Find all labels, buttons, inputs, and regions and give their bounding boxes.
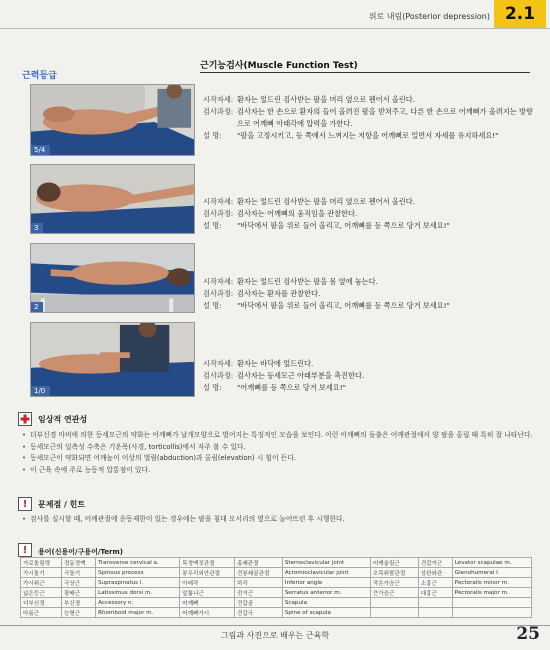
problems-list [22, 514, 537, 526]
section-title: 근기능검사(Muscle Function Test) [200, 61, 358, 71]
start-position-text: 환자는 엎드린 검사받는 팔을 머리 옆으로 펜어서 올린다. [237, 197, 415, 206]
list-item: • 등세모근이 약화되면 어깨높이 이상의 벌림(abduction)과 올림(elevation) 시 힘이 든다. [22, 454, 297, 462]
book-title: 그림과 사진으로 배우는 근육학 [220, 631, 330, 640]
test-instructions-grade-5-4 [203, 94, 533, 142]
table-cell: 극상근 [62, 578, 96, 588]
table-cell: 극돌기 [62, 568, 96, 578]
list-item: • 이 근육 속에 주로 능동적 압통점이 있다. [22, 465, 151, 474]
table-row [21, 558, 532, 568]
table-cell: Spine of scapula [282, 608, 370, 618]
table-cell: 소흉근 [418, 578, 452, 588]
test-instructions-grade-2 [203, 276, 533, 312]
table-cell: 가로돌림력 [21, 558, 62, 568]
list-item: • 더부신경 마비에 의한 등세모근의 약화는 어깨뼈가 날개모양으로 벌어지는 특징적인 모습을 보인다. 이런 어깨뼈의 돌출은 어깨관절에서 양 팔을 올릴 때 특히 잘 나타난다. [22, 431, 533, 439]
table-cell [370, 598, 418, 608]
label-procedure: 검사과정: [203, 289, 234, 298]
table-cell: 가시위근 [21, 578, 62, 588]
table-row [21, 588, 532, 598]
procedure-text: 검사자는 어깨뼈의 움직임을 관찰한다. [237, 209, 358, 218]
table-cell: Serratus anterior m. [282, 588, 370, 598]
label-start-position: 시작자세: [203, 95, 234, 104]
grade-badge: 2 [31, 302, 43, 312]
table-cell: 오목위팔관절 [370, 568, 418, 578]
instruction-text: "바닥에서 팔을 위로 들어 올리고, 어깨뼈를 등 쪽으로 당겨 보세요!" [237, 301, 450, 310]
test-photo-grade-1-0 [30, 322, 195, 397]
label-start-position: 시작자세: [203, 359, 234, 368]
table-cell [370, 608, 418, 618]
table-cell: 어깨올림근 [370, 558, 418, 568]
table-cell [452, 598, 531, 608]
test-instructions-grade-3 [203, 196, 533, 232]
table-cell: 작은가슴근 [370, 578, 418, 588]
instruction-text: "어깨뼈를 등 쪽으로 당겨 보세요!" [237, 383, 346, 392]
table-cell: 마름근 [21, 608, 62, 618]
start-position-text: 환자는 엎드린 검사받는 팔을 몸 옆에 놓는다. [237, 277, 378, 286]
procedure-text: 검사자는 한 손으로 환자의 들어 올려진 팔을 받쳐주고, 다른 한 손으로 어깨뼈가 올려지는 방향으로 어깨뼈 아래각에 압력을 가한다. [237, 107, 533, 128]
table-row [21, 598, 532, 608]
table-cell: Transverse cervical a. [96, 558, 180, 568]
label-procedure: 검사과정: [203, 371, 234, 380]
clinical-heading: 임상적 연관성 [38, 415, 88, 424]
table-cell [452, 608, 531, 618]
table-cell: Glenohumeral l. [452, 568, 531, 578]
label-procedure: 검사과정: [203, 107, 234, 116]
table-cell: Spinous process [96, 568, 180, 578]
terms-table [20, 557, 532, 618]
procedure-text: 검사자는 등세모근 아래부분을 촉진한다. [237, 371, 365, 380]
clinical-list [22, 430, 537, 476]
warning-icon: ! [18, 497, 32, 511]
start-position-text: 환자는 엎드린 검사받는 팔을 머리 옆으로 펜어서 올린다. [237, 95, 415, 104]
table-cell: Acromioclavicular joint [282, 568, 370, 578]
table-cell: Supraspinatus l. [96, 578, 180, 588]
test-photo-grade-2 [30, 243, 195, 313]
terms-heading: 용어(신용어/구용어/Term) [38, 548, 123, 556]
label-start-position: 시작자세: [203, 197, 234, 206]
table-row [21, 568, 532, 578]
table-cell: 큰가슴근 [370, 588, 418, 598]
table-cell: Pectoralis major m. [452, 588, 531, 598]
table-cell: Scapula [282, 598, 370, 608]
muscle-grade-label: 근력등급 [22, 71, 57, 81]
table-cell: 아래각 [180, 578, 235, 588]
footer-divider [0, 625, 550, 626]
grade-badge: 1/0 [31, 386, 50, 396]
label-start-position: 시작자세: [203, 277, 234, 286]
table-row [21, 608, 532, 618]
table-cell: 능형근 [62, 608, 96, 618]
table-cell: 넓은등근 [21, 588, 62, 598]
test-instructions-grade-1-0 [203, 358, 533, 394]
table-cell: Latissimus dorsi m. [96, 588, 180, 598]
grade-badge: 5/4 [31, 145, 50, 155]
table-cell: Accessory n. [96, 598, 180, 608]
test-photo-grade-3 [30, 164, 195, 234]
label-procedure: 검사과정: [203, 209, 234, 218]
list-item: • 검사를 실시할 때, 어깨관절에 운동제한이 있는 경우에는 팔을 침대 모서리의 옆으로 늘어뜨린 후 시행한다. [22, 515, 345, 523]
table-cell: 가시돌기 [21, 568, 62, 578]
table-cell: 목정맥짓관절 [180, 558, 235, 568]
table-cell: 앞톱니근 [180, 588, 235, 598]
procedure-text: 검사자는 환자를 관찰한다. [237, 289, 321, 298]
chapter-subtitle: 위로 내림(Posterior depression) [368, 12, 490, 21]
clinical-icon [18, 412, 32, 426]
table-cell: 광배근 [62, 588, 96, 598]
table-cell: 어깨뼈가시 [180, 608, 235, 618]
table-cell: 상완와관 [418, 568, 452, 578]
table-cell [418, 608, 452, 618]
table-cell: 대흉근 [418, 588, 452, 598]
table-cell: Rhomboid major m. [96, 608, 180, 618]
table-cell: 더부신경 [21, 598, 62, 608]
table-cell: 견봉쇄골관절 [234, 568, 282, 578]
page-number: 25 [516, 624, 540, 644]
table-cell: Pectoralis minor m. [452, 578, 531, 588]
list-item: • 등세모근의 일측성 수축은 기운목(사경, torticollis)에서 자주 볼 수 있다. [22, 442, 246, 451]
table-cell: 하각 [234, 578, 282, 588]
table-cell: 견갑극 [234, 608, 282, 618]
table-cell: 봉우리외안관절 [180, 568, 235, 578]
table-cell: Inferior angle [282, 578, 370, 588]
section-title-divider [200, 72, 530, 73]
problems-heading: 문제점 / 힌트 [38, 500, 86, 509]
grade-badge: 3 [31, 223, 43, 233]
section-number-badge: 2.1 [494, 0, 546, 28]
instruction-text: "바닥에서 팔을 위로 들어 올리고, 어깨뼈를 등 쪽으로 당겨 보세요!" [237, 221, 450, 230]
table-cell [418, 598, 452, 608]
table-cell: 견갑거근 [418, 558, 452, 568]
terms-icon: ! [18, 543, 32, 557]
table-cell: 경동정맥 [62, 558, 96, 568]
header-divider [0, 28, 550, 29]
label-instruction: 설 명: [203, 301, 222, 310]
label-instruction: 설 명: [203, 383, 222, 392]
table-cell: 전거근 [234, 588, 282, 598]
start-position-text: 환자는 바닥에 엎드린다. [237, 359, 314, 368]
table-cell: Sternoclavicular joint [282, 558, 370, 568]
table-cell: Levator scapulae m. [452, 558, 531, 568]
test-photo-grade-5-4 [30, 84, 195, 156]
table-row [21, 578, 532, 588]
table-cell: 부신경 [62, 598, 96, 608]
table-cell: 어깨뼈 [180, 598, 235, 608]
label-instruction: 설 명: [203, 131, 222, 140]
table-cell: 홍쇄관절 [234, 558, 282, 568]
instruction-text: "팔을 고정시키고, 등 쪽에서 느껴지는 저항을 어깨뼈로 밀면서 자세를 유지하세요!" [237, 131, 499, 140]
label-instruction: 설 명: [203, 221, 222, 230]
table-cell: 견갑골 [234, 598, 282, 608]
